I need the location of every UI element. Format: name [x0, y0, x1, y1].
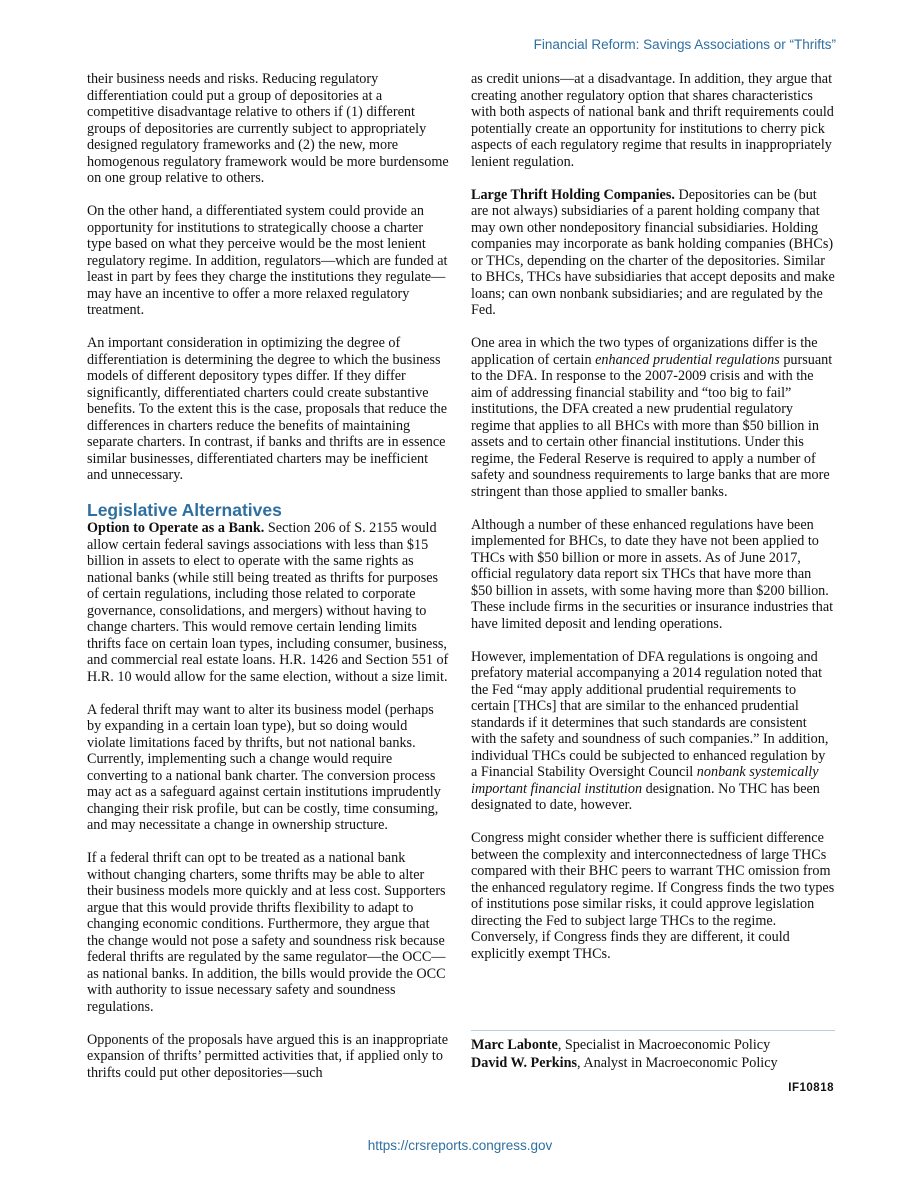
paragraph: Opponents of the proposals have argued this is an inappropriate expansion of thrifts’ permitted activities that, if applied only to thrifts could put other depositories—such — [87, 1031, 449, 1081]
running-header-title: Financial Reform: Savings Associations or “Thrifts” — [533, 37, 836, 52]
product-code: IF10818 — [788, 1082, 834, 1094]
author-name: David W. Perkins — [471, 1055, 578, 1071]
paragraph: A federal thrift may want to alter its business model (perhaps by expanding in a certain loan type), but so doing would violate limitations faced by thrifts, but not national banks. Currently, implementing such a change would require converting to a national bank charter. The conversion process may act as a safeguard against certain institutions imprudently changing their risk profile, but can be costly, time consuming, and may necessitate a change in ownership structure. — [87, 701, 441, 833]
section-heading-legislative-alternatives: Legislative Alternatives — [87, 500, 282, 520]
author-divider — [471, 1030, 835, 1031]
author-block — [471, 1036, 835, 1072]
paragraph: their business needs and risks. Reducing regulatory differentiation could put a group of depositories at a competitive disadvantage relative to others if (1) different groups of depositories are currently subject to appropriately designed regulatory frameworks and (2) the new, more homogenous regulatory framework would be more burdensome on one group relative to others. — [87, 71, 449, 186]
emphasis-text: enhanced prudential regulations — [595, 351, 780, 368]
emphasis-text: nonbank systemically important financial institution — [471, 764, 819, 797]
author-name: Marc Labonte — [471, 1037, 558, 1053]
paragraph-body: Depositories can be (but are not always) subsidiaries of a parent holding company that may own other nondepository financial subsidiaries. Holding companies may incorporate as bank holding companies (BHCs) or THCs, depending on the charter of the depositories. Similar to BHCs, THCs have subsidiaries that accept deposits and make loans; can own nonbank subsidiaries; and are regulated by the Fed. — [471, 186, 835, 318]
paragraph-large-thrift-holding-companies — [471, 187, 835, 319]
paragraph: On the other hand, a differentiated system could provide an opportunity for institutions to strategically choose a charter type based on what they perceive would be the most lenient regulatory regime. In addition, regulators—which are funded at least in part by fees they charge the institutions they regulate—may have an incentive to offer a more relaxed regulatory treatment. — [87, 203, 448, 318]
paragraph — [471, 335, 835, 500]
paragraph-lead-in: Option to Operate as a Bank. — [87, 520, 265, 536]
left-column — [87, 71, 449, 1081]
footer-url-link[interactable]: https://crsreports.congress.gov — [367, 1138, 553, 1153]
paragraph: An important consideration in optimizing the degree of differentiation is determining the degree to which the business models of different depository types differ. If they differ significantly, differentiated charters could create substantive benefits. To the extent this is the case, proposals that reduce the differences in charters reduce the benefits of maintaining separate charters. In contrast, if banks and thrifts are in essence similar businesses, differentiated charters may be inefficient and unnecessary. — [87, 335, 448, 483]
paragraph — [471, 649, 835, 814]
paragraph-option-to-operate — [87, 520, 449, 685]
author-line — [471, 1054, 835, 1072]
paragraph-lead-in: Large Thrift Holding Companies. — [471, 186, 675, 203]
paragraph-body: Section 206 of S. 2155 would allow certain federal savings associations with less than $15 billion in assets to elect to operate with the same rights as national banks (while still being treated as thrifts for purposes of certain regulations, including those related to corporate governance, consolidations, and mergers) without having to change charters. This would remove certain lending limits thrifts face on certain loan types, including consumer, business, and commercial real estate loans. H.R. 1426 and Section 551 of H.R. 10 would allow for the same election, without a size limit. — [87, 520, 449, 685]
paragraph: Although a number of these enhanced regulations have been implemented for BHCs, to date they have not been applied to THCs with $50 billion or more in assets. As of June 2017, official regulatory data report six THCs that have more than $50 billion in assets, with some having more than $200 billion. These include firms in the securities or insurance industries that have limited deposit and lending operations. — [471, 516, 834, 632]
author-title: , Specialist in Macroeconomic Policy — [557, 1037, 771, 1053]
text-run: However, implementation of DFA regulations is ongoing and prefatory material accompanying a 2014 regulation noted that the Fed “may apply additional prudential requirements to certain [THCs] that are similar to the enhanced prudential standards if it determines that such standards are consistent with the safety and soundness of such companies.” In addition, individual THCs could be subjected to enhanced regulation by a Financial Stability Oversight Council — [471, 648, 829, 780]
paragraph: Congress might consider whether there is sufficient difference between the complexity and interconnectedness of large THCs compared with their BHC peers to warrant THC omission from the enhanced regulatory regime. If Congress finds the two types of institutions pose similar risks, it could approve legislation directing the Fed to subject large THCs to the regime. Conversely, if Congress finds they are different, it could explicitly exempt THCs. — [471, 830, 835, 962]
paragraph: as credit unions—at a disadvantage. In addition, they argue that creating another regulatory option that shares characteristics with both aspects of national bank and thrift requirements could potentially create an opportunity for institutions to cherry pick aspects of each regulatory regime that results in inappropriately lenient regulation. — [471, 71, 834, 170]
author-title: , Analyst in Macroeconomic Policy — [577, 1055, 778, 1071]
author-line — [471, 1036, 835, 1054]
paragraph: If a federal thrift can opt to be treated as a national bank without changing charters, some thrifts may be able to alter their business models more quickly and at less cost. Supporters argue that this would provide thrifts flexibility to adapt to changing economic conditions. Furthermore, they argue that the change would not pose a safety and soundness risk because federal thrifts are regulated by the same regulator—the OCC—as national banks. In addition, the bills would provide the OCC with authority to issue necessary safety and soundness regulations. — [87, 850, 446, 1015]
text-run: pursuant to the DFA. In response to the 2007-2009 crisis and with the aim of addressing financial stability and “too big to fail” institutions, the DFA created a new prudential regulatory regime that applies to all BHCs with more than $50 billion in assets and to certain other financial institutions. Under this regime, the Federal Reserve is required to apply a number of safety and soundness requirements to large banks that are more stringent than those applied to smaller banks. — [471, 351, 833, 500]
right-column — [471, 71, 835, 962]
text-run: One area in which the two types of organizations differ is the application of certain — [471, 335, 818, 368]
text-run: designation. No THC has been designated to date, however. — [471, 780, 820, 813]
